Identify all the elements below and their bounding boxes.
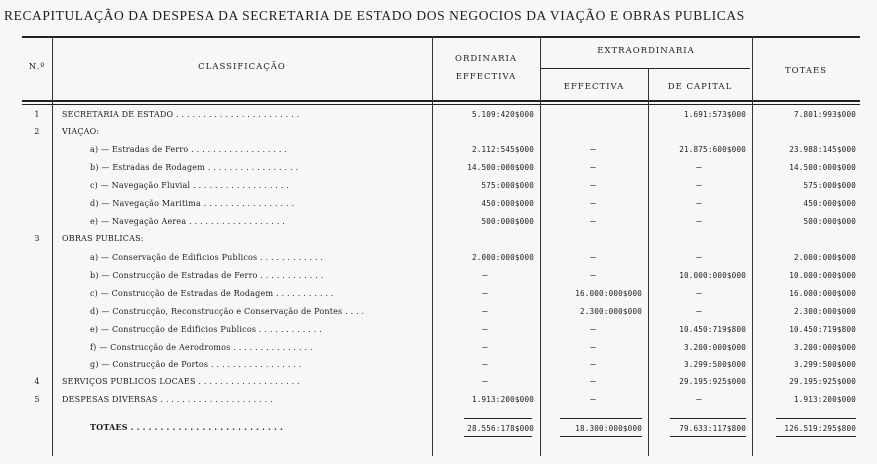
row-effectiva-dash: — [590, 343, 596, 353]
row-label: a) — Estradas de Ferro . . . . . . . . . . . . . . . . . . [90, 145, 288, 154]
table-top-rule [22, 36, 860, 38]
row-label: DESPESAS DIVERSAS . . . . . . . . . . . . . . . . . . . . . [62, 395, 273, 404]
row-ordinaria-dash: — [482, 271, 488, 281]
row-total: 2.300:000$000 [793, 307, 856, 316]
row-ordinaria-dash: — [482, 307, 488, 317]
row-capital-dash: — [696, 307, 702, 317]
row-effectiva-dash: — [590, 271, 596, 281]
totals-bottom-rule-cap [670, 436, 746, 437]
row-capital-dash: — [696, 199, 702, 209]
row-total: 23.988:145$000 [789, 145, 856, 154]
row-effectiva-dash: — [590, 199, 596, 209]
row-capital-dash: — [696, 217, 702, 227]
row-number: 2 [34, 127, 40, 136]
row-capital: 10.000:000$000 [679, 271, 746, 280]
row-total: 29.195:925$000 [789, 377, 856, 386]
row-label: OBRAS PUBLICAS: [62, 234, 144, 243]
totals-bottom-rule-eff [560, 436, 642, 437]
row-label: a) — Conservação de Edificios Publicos . . . . . . . . . . . . [90, 253, 324, 262]
row-total: 575:000$000 [803, 181, 856, 190]
row-effectiva-dash: — [590, 181, 596, 191]
col-divider-class [432, 36, 433, 456]
row-label: c) — Construcção de Estradas de Rodagem . . . . . . . . . . . [90, 289, 334, 298]
row-effectiva: 2.300:000$000 [579, 307, 642, 316]
row-effectiva-dash: — [590, 377, 596, 387]
row-capital: 21.875:600$000 [679, 145, 746, 154]
header-totaes: TOTAES [784, 66, 827, 76]
totals-top-rule-ord [464, 418, 532, 419]
header-extraordinaria: EXTRAORDINARIA [597, 46, 695, 56]
row-ordinaria: 1.913:200$000 [471, 395, 534, 404]
row-effectiva: 16.000:000$000 [575, 289, 642, 298]
row-capital: 29.195:925$000 [679, 377, 746, 386]
row-label: e) — Construcção de Edificios Publicos . . . . . . . . . . . . [90, 325, 322, 334]
row-capital: 3.200:000$000 [683, 343, 746, 352]
row-label: d) — Navegação Maritima . . . . . . . . . . . . . . . . . [90, 199, 295, 208]
row-total: 10.000:000$000 [789, 271, 856, 280]
row-label: e) — Navegação Aerea . . . . . . . . . . . . . . . . . . [90, 217, 286, 226]
row-ordinaria: 2.000:000$000 [471, 253, 534, 262]
row-number: 4 [34, 377, 40, 386]
totals-top-rule-cap [670, 418, 746, 419]
row-capital: 1.691:573$000 [683, 110, 746, 119]
row-total: 2.000:000$000 [793, 253, 856, 262]
row-label: d) — Construcção, Reconstrucção e Conservação de Pontes . . . . [90, 307, 365, 316]
row-effectiva-dash: — [590, 325, 596, 335]
header-extra-effectiva: EFFECTIVA [563, 82, 625, 92]
header-ordinaria: ORDINARIA [454, 54, 517, 64]
row-ordinaria-dash: — [482, 360, 488, 370]
row-effectiva-dash: — [590, 395, 596, 405]
header-bottom-rule [22, 100, 860, 102]
header-extra-capital: DE CAPITAL [667, 82, 733, 92]
totals-top-rule-tot [776, 418, 856, 419]
row-capital-dash: — [696, 289, 702, 299]
row-label: c) — Navegação Fluvial . . . . . . . . . . . . . . . . . . [90, 181, 290, 190]
row-total: 10.450:719$800 [789, 325, 856, 334]
row-label: f) — Construcção de Aerodromos . . . . . . . . . . . . . . . [90, 343, 313, 352]
totals-ordinaria: 28.556:178$000 [467, 424, 534, 433]
row-capital-dash: — [696, 253, 702, 263]
row-label: b) — Construcção de Estradas de Ferro . . . . . . . . . . . . [90, 271, 324, 280]
row-ordinaria: 5.109:420$000 [471, 110, 534, 119]
row-effectiva-dash: — [590, 253, 596, 263]
row-effectiva-dash: — [590, 145, 596, 155]
row-capital-dash: — [696, 163, 702, 173]
row-label: SECRETARIA DE ESTADO . . . . . . . . . . . . . . . . . . . . . . . [62, 110, 300, 119]
col-divider-capital [752, 36, 753, 456]
row-effectiva-dash: — [590, 360, 596, 370]
row-ordinaria-dash: — [482, 343, 488, 353]
row-total: 14.500:000$000 [789, 163, 856, 172]
header-ordinaria-effectiva: EFFECTIVA [455, 72, 517, 82]
row-total: 7.801:993$000 [793, 110, 856, 119]
totals-total: 126.519:295$800 [784, 424, 856, 433]
row-ordinaria-dash: — [482, 289, 488, 299]
row-label: VIAÇÃO: [62, 127, 100, 136]
header-classificacao: CLASSIFICAÇÃO [198, 62, 286, 72]
extra-subheader-rule [540, 68, 750, 69]
row-label: b) — Estradas de Rodagem . . . . . . . . . . . . . . . . . [90, 163, 299, 172]
col-divider-ordinaria [540, 36, 541, 456]
page-title: RECAPITULAÇÃO DA DESPESA DA SECRETARIA DE ESTADO DOS NEGOCIOS DA VIAÇÃO E OBRAS PUBLICAS [4, 8, 745, 23]
row-label: SERVIÇOS PUBLICOS LOCAES . . . . . . . . . . . . . . . . . . . [62, 377, 300, 386]
totals-effectiva: 18.300:000$000 [575, 424, 642, 433]
row-total: 1.913:200$000 [793, 395, 856, 404]
row-effectiva-dash: — [590, 163, 596, 173]
row-total: 500:000$000 [803, 217, 856, 226]
row-number: 1 [34, 110, 40, 119]
row-total: 3.299:500$000 [793, 360, 856, 369]
header-num: N.º [28, 62, 46, 72]
row-capital-dash: — [696, 181, 702, 191]
row-ordinaria: 14.500:000$000 [467, 163, 534, 172]
row-ordinaria: 575:000$000 [481, 181, 534, 190]
totals-top-rule-eff [560, 418, 642, 419]
row-number: 5 [34, 395, 40, 404]
row-ordinaria-dash: — [482, 325, 488, 335]
header-bottom-rule-2 [22, 104, 860, 105]
row-total: 450:000$000 [803, 199, 856, 208]
row-label: g) — Construcção de Portos . . . . . . . . . . . . . . . . . [90, 360, 302, 369]
row-ordinaria: 500:000$000 [481, 217, 534, 226]
row-total: 3.200:000$000 [793, 343, 856, 352]
col-divider-num [52, 36, 53, 456]
totals-capital: 79.633:117$800 [679, 424, 746, 433]
row-total: 16.000:000$000 [789, 289, 856, 298]
col-divider-extra [648, 68, 649, 456]
row-capital: 3.299:500$000 [683, 360, 746, 369]
totals-label: TOTAES . . . . . . . . . . . . . . . . . . . . . . . . . . [90, 422, 283, 432]
row-effectiva-dash: — [590, 217, 596, 227]
row-ordinaria-dash: — [482, 377, 488, 387]
row-number: 3 [34, 234, 40, 243]
totals-bottom-rule-ord [464, 436, 532, 437]
row-capital-dash: — [696, 395, 702, 405]
totals-bottom-rule-tot [776, 436, 856, 437]
row-capital: 10.450:719$800 [679, 325, 746, 334]
row-ordinaria: 2.112:545$000 [471, 145, 534, 154]
row-ordinaria: 450:000$000 [481, 199, 534, 208]
